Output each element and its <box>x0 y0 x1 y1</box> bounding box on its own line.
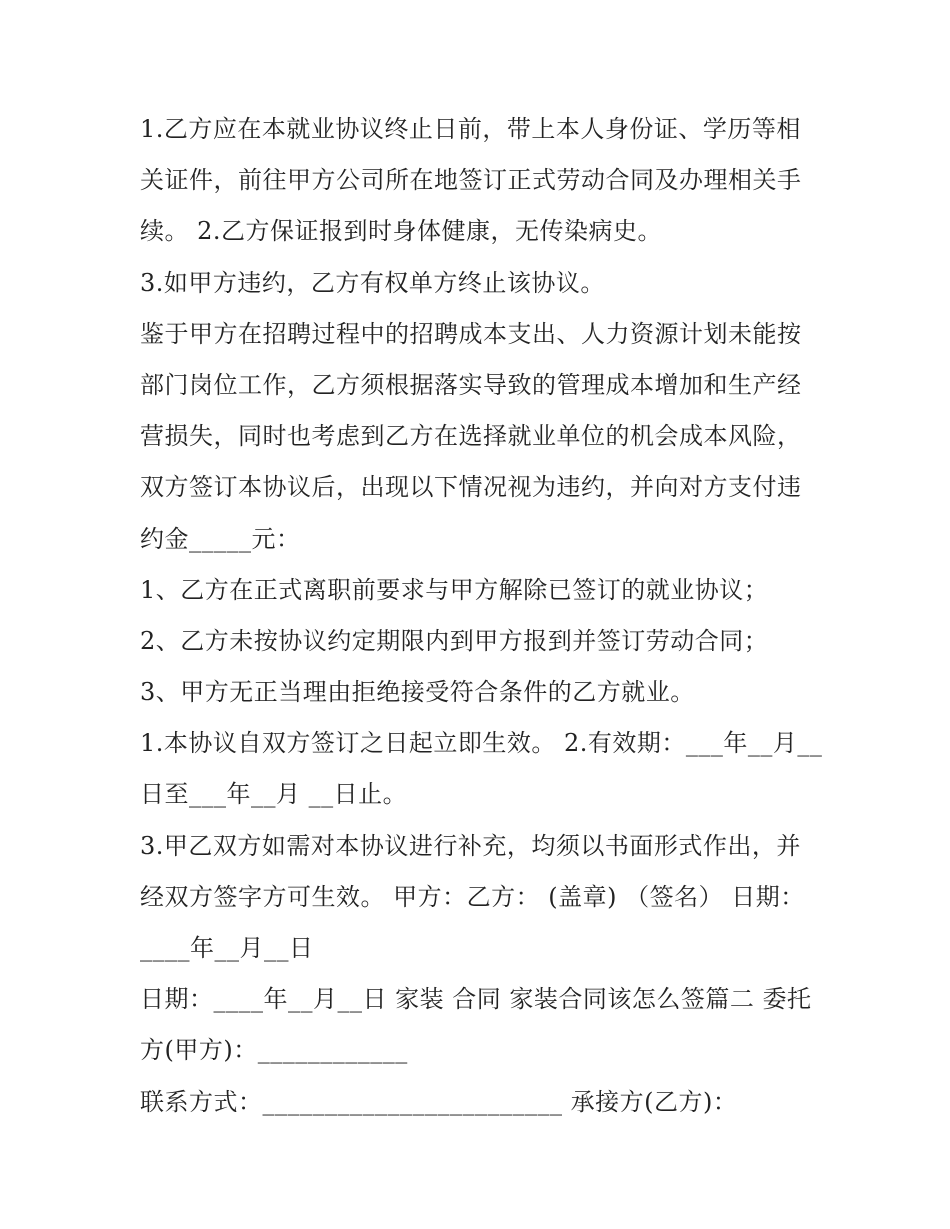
text-line: 日期：____年__月__日 家装 合同 家装合同该怎么签篇二 委托 <box>140 985 812 1014</box>
text-line: 约金_____元： <box>140 524 301 553</box>
text-line: 双方签订本协议后，出现以下情况视为违约，并向对方支付违 <box>140 473 802 502</box>
text-line: 1.乙方应在本就业协议终止日前，带上本人身份证、学历等相 <box>140 115 801 143</box>
text-line: 日至___年__月 __日止。 <box>140 780 408 809</box>
text-line: 联系方式：________________________ 承接方(乙方)： <box>140 1087 738 1116</box>
text-line: 鉴于甲方在招聘过程中的招聘成本支出、人力资源计划未能按 <box>140 319 802 348</box>
text-line: 1.本协议自双方签订之日起立即生效。 2.有效期：___年__月__ <box>140 729 823 758</box>
text-line: 3.甲乙双方如需对本协议进行补充，均须以书面形式作出，并 <box>140 831 801 860</box>
text-line: 关证件，前往甲方公司所在地签订正式劳动合同及办理相关手 <box>140 166 802 195</box>
text-line: 部门岗位工作，乙方须根据落实导致的管理成本增加和生产经 <box>140 370 802 399</box>
text-line: 3、甲方无正当理由拒绝接受符合条件的乙方就业。 <box>140 678 695 707</box>
text-line: 方(甲方)：____________ <box>140 1036 408 1065</box>
text-line: 营损失，同时也考虑到乙方在选择就业单位的机会成本风险， <box>140 422 802 451</box>
text-line: ____年__月__日 <box>140 934 314 962</box>
document-body <box>140 104 823 1128</box>
text-line: 1、乙方在正式离职前要求与甲方解除已签订的就业协议； <box>140 575 769 604</box>
text-line: 续。 2.乙方保证报到时身体健康，无传染病史。 <box>140 217 663 246</box>
text-line: 经双方签字方可生效。 甲方：乙方： (盖章) （签名） 日期： <box>140 882 805 911</box>
text-line: 2、乙方未按协议约定期限内到甲方报到并签订劳动合同； <box>140 626 769 655</box>
text-line: 3.如甲方违约，乙方有权单方终止该协议。 <box>140 268 605 297</box>
